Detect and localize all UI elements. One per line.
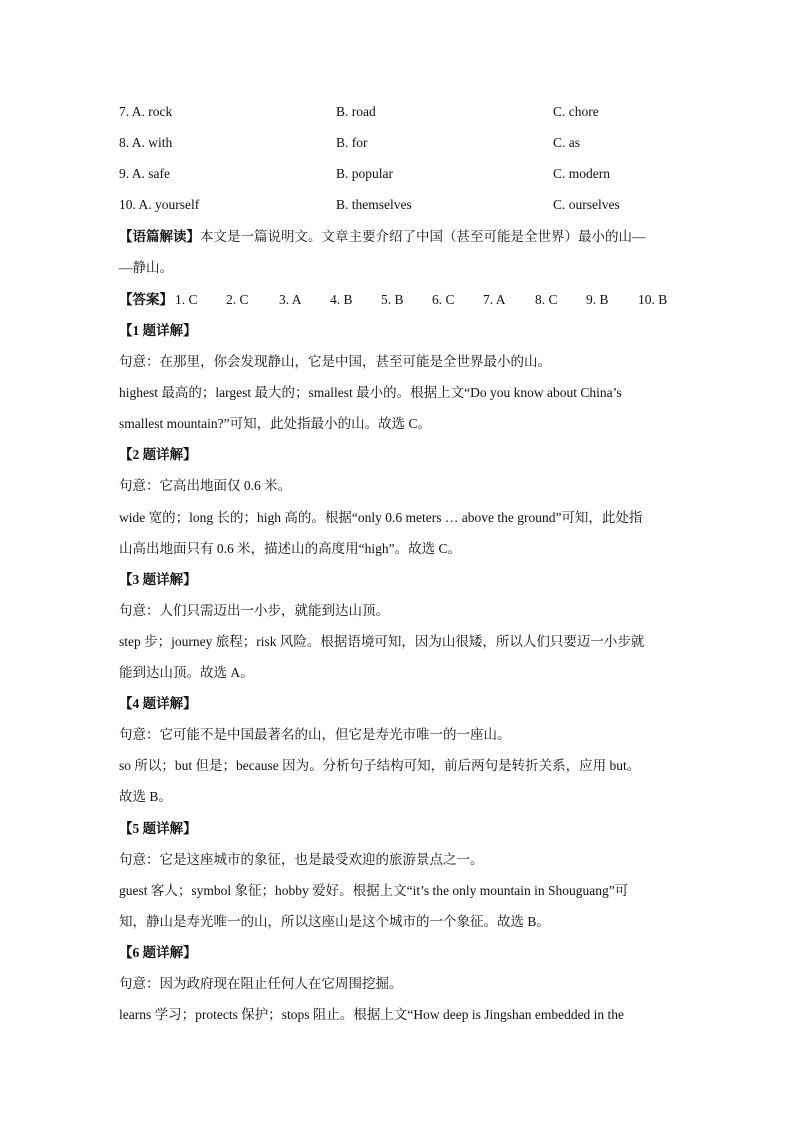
option-b: B. road [336,104,376,119]
explanation-line: 故选 B。 [119,789,172,804]
explanation-line: step 步；journey 旅程；risk 风险。根据语境可知，因为山很矮，所以人们只要迈一小步就 [119,634,645,649]
explanation-line: smallest mountain?”可知，此处指最小的山。故选 C。 [119,416,431,431]
option-row-7 [119,102,679,122]
answer-item: 4. B [330,292,353,307]
explanation-line: 句意：因为政府现在阻止任何人在它周围挖掘。 [119,976,403,991]
reading-text: 本文是一篇说明文。文章主要介绍了中国（甚至可能是全世界）最小的山— [200,229,646,244]
option-b: B. popular [336,166,393,181]
explanation-heading-3: 【3 题详解】 [119,572,197,587]
explanation-line: learns 学习；protects 保护；stops 阻止。根据上文“How deep is Jingshan embedded in the [119,1007,625,1022]
explanation-line: so 所以；but 但是；because 因为。分析句子结构可知，前后两句是转折关系，应用 but。 [119,758,641,773]
answer-item: 2. C [226,292,249,307]
option-a: 9. A. safe [119,166,170,181]
option-c: C. chore [553,104,599,119]
option-a: 7. A. rock [119,104,173,119]
explanation-line: guest 客人；symbol 象征；hobby 爱好。根据上文“it’s the only mountain in Shouguang”可 [119,883,629,898]
explanation-line: highest 最高的；largest 最大的；smallest 最小的。根据上文“Do you know about China’s [119,385,622,400]
option-c: C. modern [553,166,610,181]
explanation-line: 句意：在那里，你会发现静山，它是中国，甚至可能是全世界最小的山。 [119,354,551,369]
explanation-heading-2: 【2 题详解】 [119,447,197,462]
answer-item: 10. B [638,292,668,307]
reading-label: 【语篇解读】 [119,229,200,244]
option-b: B. themselves [336,197,412,212]
explanation-line: wide 宽的；long 长的；high 高的。根据“only 0.6 meters … above the ground”可知，此处指 [119,510,643,525]
explanation-line: 句意：它是这座城市的象征，也是最受欢迎的旅游景点之一。 [119,852,484,867]
option-c: C. as [553,135,580,150]
option-a: 8. A. with [119,135,173,150]
explanation-line: 句意：人们只需迈出一小步，就能到达山顶。 [119,603,389,618]
answer-item: 6. C [432,292,455,307]
option-row-9 [119,164,679,184]
explanation-line: 句意：它高出地面仅 0.6 米。 [119,478,292,493]
option-row-8 [119,133,679,153]
explanation-line: 句意：它可能不是中国最著名的山，但它是寿光市唯一的一座山。 [119,727,511,742]
reading-interpretation-line-2: —静山。 [119,260,173,275]
explanation-heading-5: 【5 题详解】 [119,821,197,836]
explanation-heading-4: 【4 题详解】 [119,696,197,711]
explanation-line: 知，静山是寿光唯一的山，所以这座山是这个城市的一个象征。故选 B。 [119,914,550,929]
answer-item: 9. B [586,292,609,307]
answer-item: 1. C [175,292,198,307]
answer-item: 7. A [483,292,506,307]
option-a: 10. A. yourself [119,197,200,212]
answer-item: 3. A [279,292,302,307]
answer-item: 8. C [535,292,558,307]
option-b: B. for [336,135,368,150]
answer-label: 【答案】 [119,292,173,307]
reading-interpretation-line-1 [119,226,675,248]
answer-item: 5. B [381,292,404,307]
answer-key [119,289,675,311]
explanation-line: 能到达山顶。故选 A。 [119,665,254,680]
option-c: C. ourselves [553,197,620,212]
explanation-line: 山高出地面只有 0.6 米，描述山的高度用“high”。故选 C。 [119,541,461,556]
option-row-10 [119,195,679,215]
explanation-heading-6: 【6 题详解】 [119,945,197,960]
explanation-heading-1: 【1 题详解】 [119,323,197,338]
